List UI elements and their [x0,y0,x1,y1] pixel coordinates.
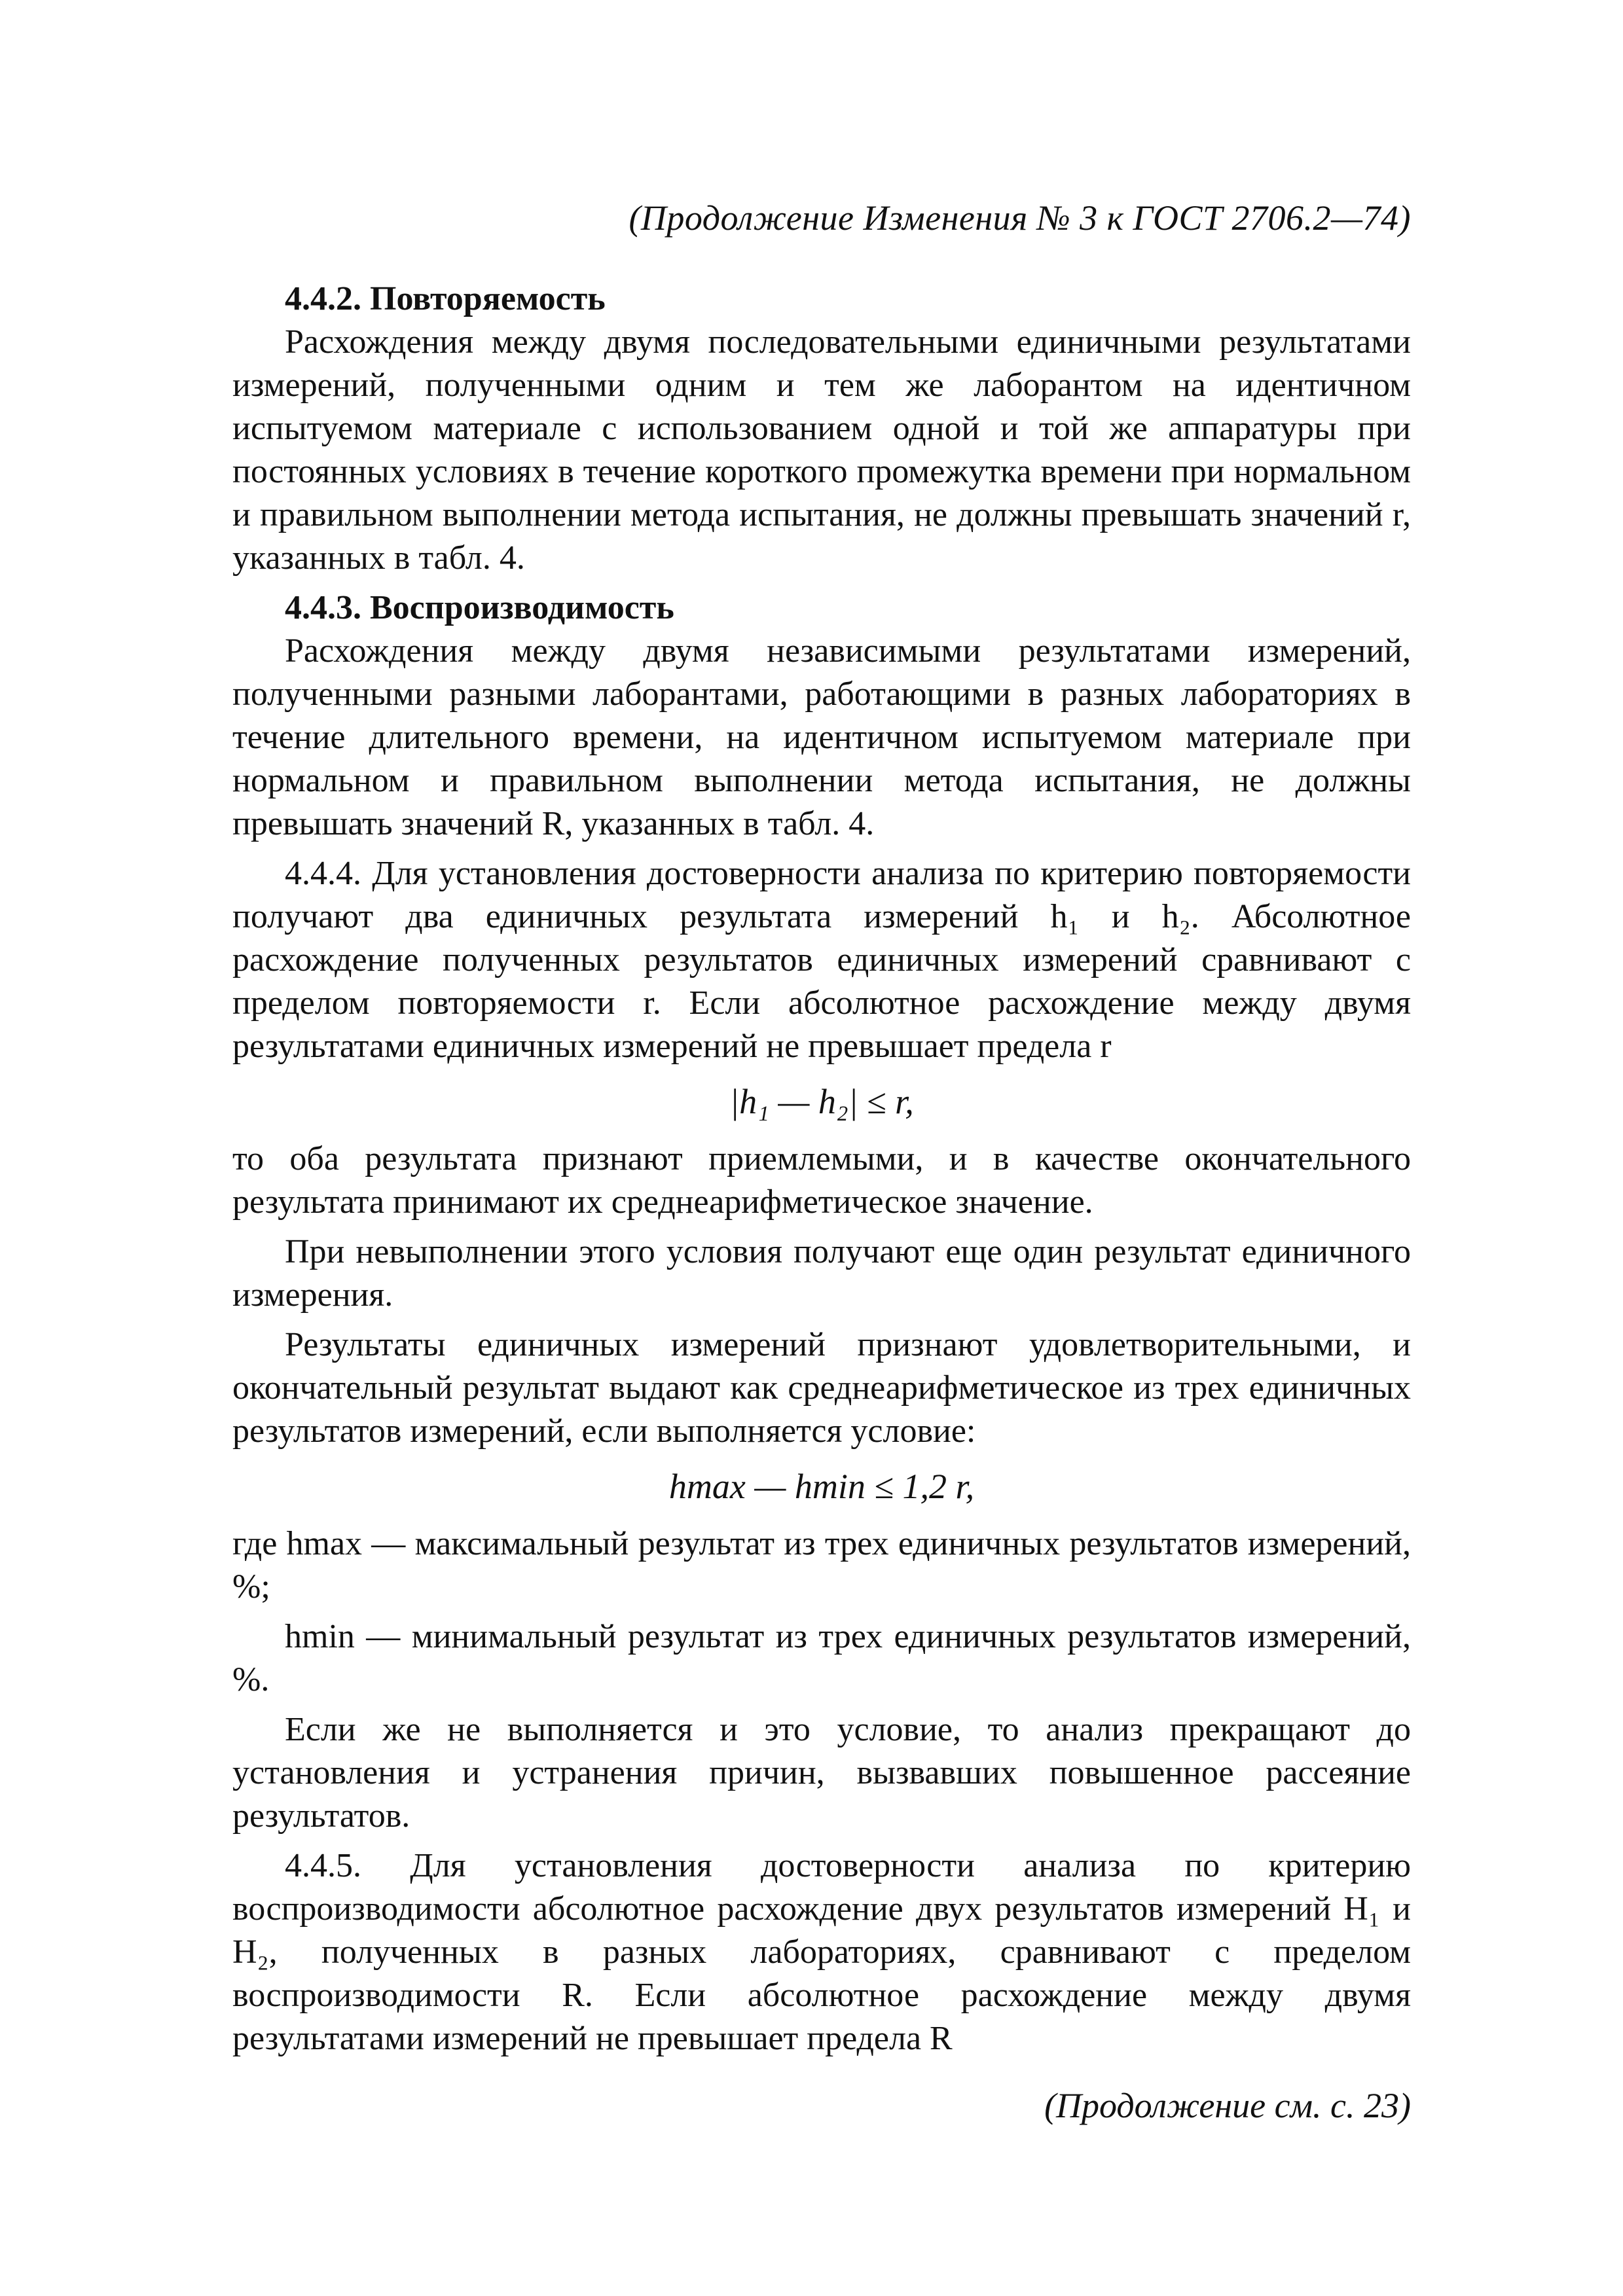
paragraph-4-4-5: 4.4.5. Для установления достоверности анализа по критерию воспроизводимости абсолютное расхождение двух результатов измерений H₁ и H₂, полученных в разных лабораториях, сравнивают с пределом воспроизводимости R. Если абсолютное расхождение между двумя результатами измерений не превышает предела R [232,1847,1411,2057]
document-page [232,196,1411,2127]
paragraph-where-hmax: где hmax — максимальный результат из трех единичных результатов измерений, %; [232,1525,1411,1605]
formula-repeatability-check: |h₁ — h₂| ≤ r, [729,1082,914,1121]
section-heading-4-4-3: 4.4.3. Воспроизводимость [285,589,674,626]
paragraph-accept-results: то оба результата признают приемлемыми, и в качестве окончательного результата принимают их среднеарифметическое значение. [232,1140,1411,1221]
section-heading-4-4-2: 4.4.2. Повторяемость [285,280,606,317]
paragraph-4-4-4: 4.4.4. Для установления достоверности анализа по критерию повторяемости получают два единичных результата измерений h₁ и h₂. Абсолютное расхождение полученных результатов единичных измерений сравнивают с пределом повторяемости r. Если абсолютное расхождение между двумя результатами единичных измерений не превышает предела r [232,855,1411,1065]
paragraph-reproducibility: Расхождения между двумя независимыми результатами измерений, полученными разными лаборантами, работающими в разных лабораториях в течение длительного времени, на идентичном испытуемом материале при нормальном и правильном выполнении метода испытания, не должны превышать значений R, указанных в табл. 4. [232,632,1411,842]
formula-range-check: hmax — hmin ≤ 1,2 r, [668,1467,975,1506]
paragraph-analysis-stop: Если же не выполняется и это условие, то анализ прекращают до установления и устранения причин, вызвавших повышенное рассеяние результатов. [232,1711,1411,1835]
header-continuation-note: (Продолжение Изменения № 3 к ГОСТ 2706.2—74) [629,198,1411,238]
paragraph-repeatability: Расхождения между двумя последовательными единичными результатами измерений, полученными одним и тем же лаборантом на идентичном испытуемом материале с использованием одной и той же аппаратуры при постоянных условиях в течение короткого промежутка времени при нормальном и правильном выполнении метода испытания, не должны превышать значений r, указанных в табл. 4. [232,323,1411,577]
paragraph-condition-not-met: При невыполнении этого условия получают еще один результат единичного измерения. [232,1233,1411,1314]
paragraph-satisfactory-results: Результаты единичных измерений признают удовлетворительными, и окончательный результат выдают как среднеарифметическое из трех единичных результатов измерений, если выполняется условие: [232,1326,1411,1450]
footer-continuation-note: (Продолжение см. с. 23) [1044,2086,1411,2125]
paragraph-where-hmin: hmin — минимальный результат из трех единичных результатов измерений, %. [232,1618,1411,1698]
